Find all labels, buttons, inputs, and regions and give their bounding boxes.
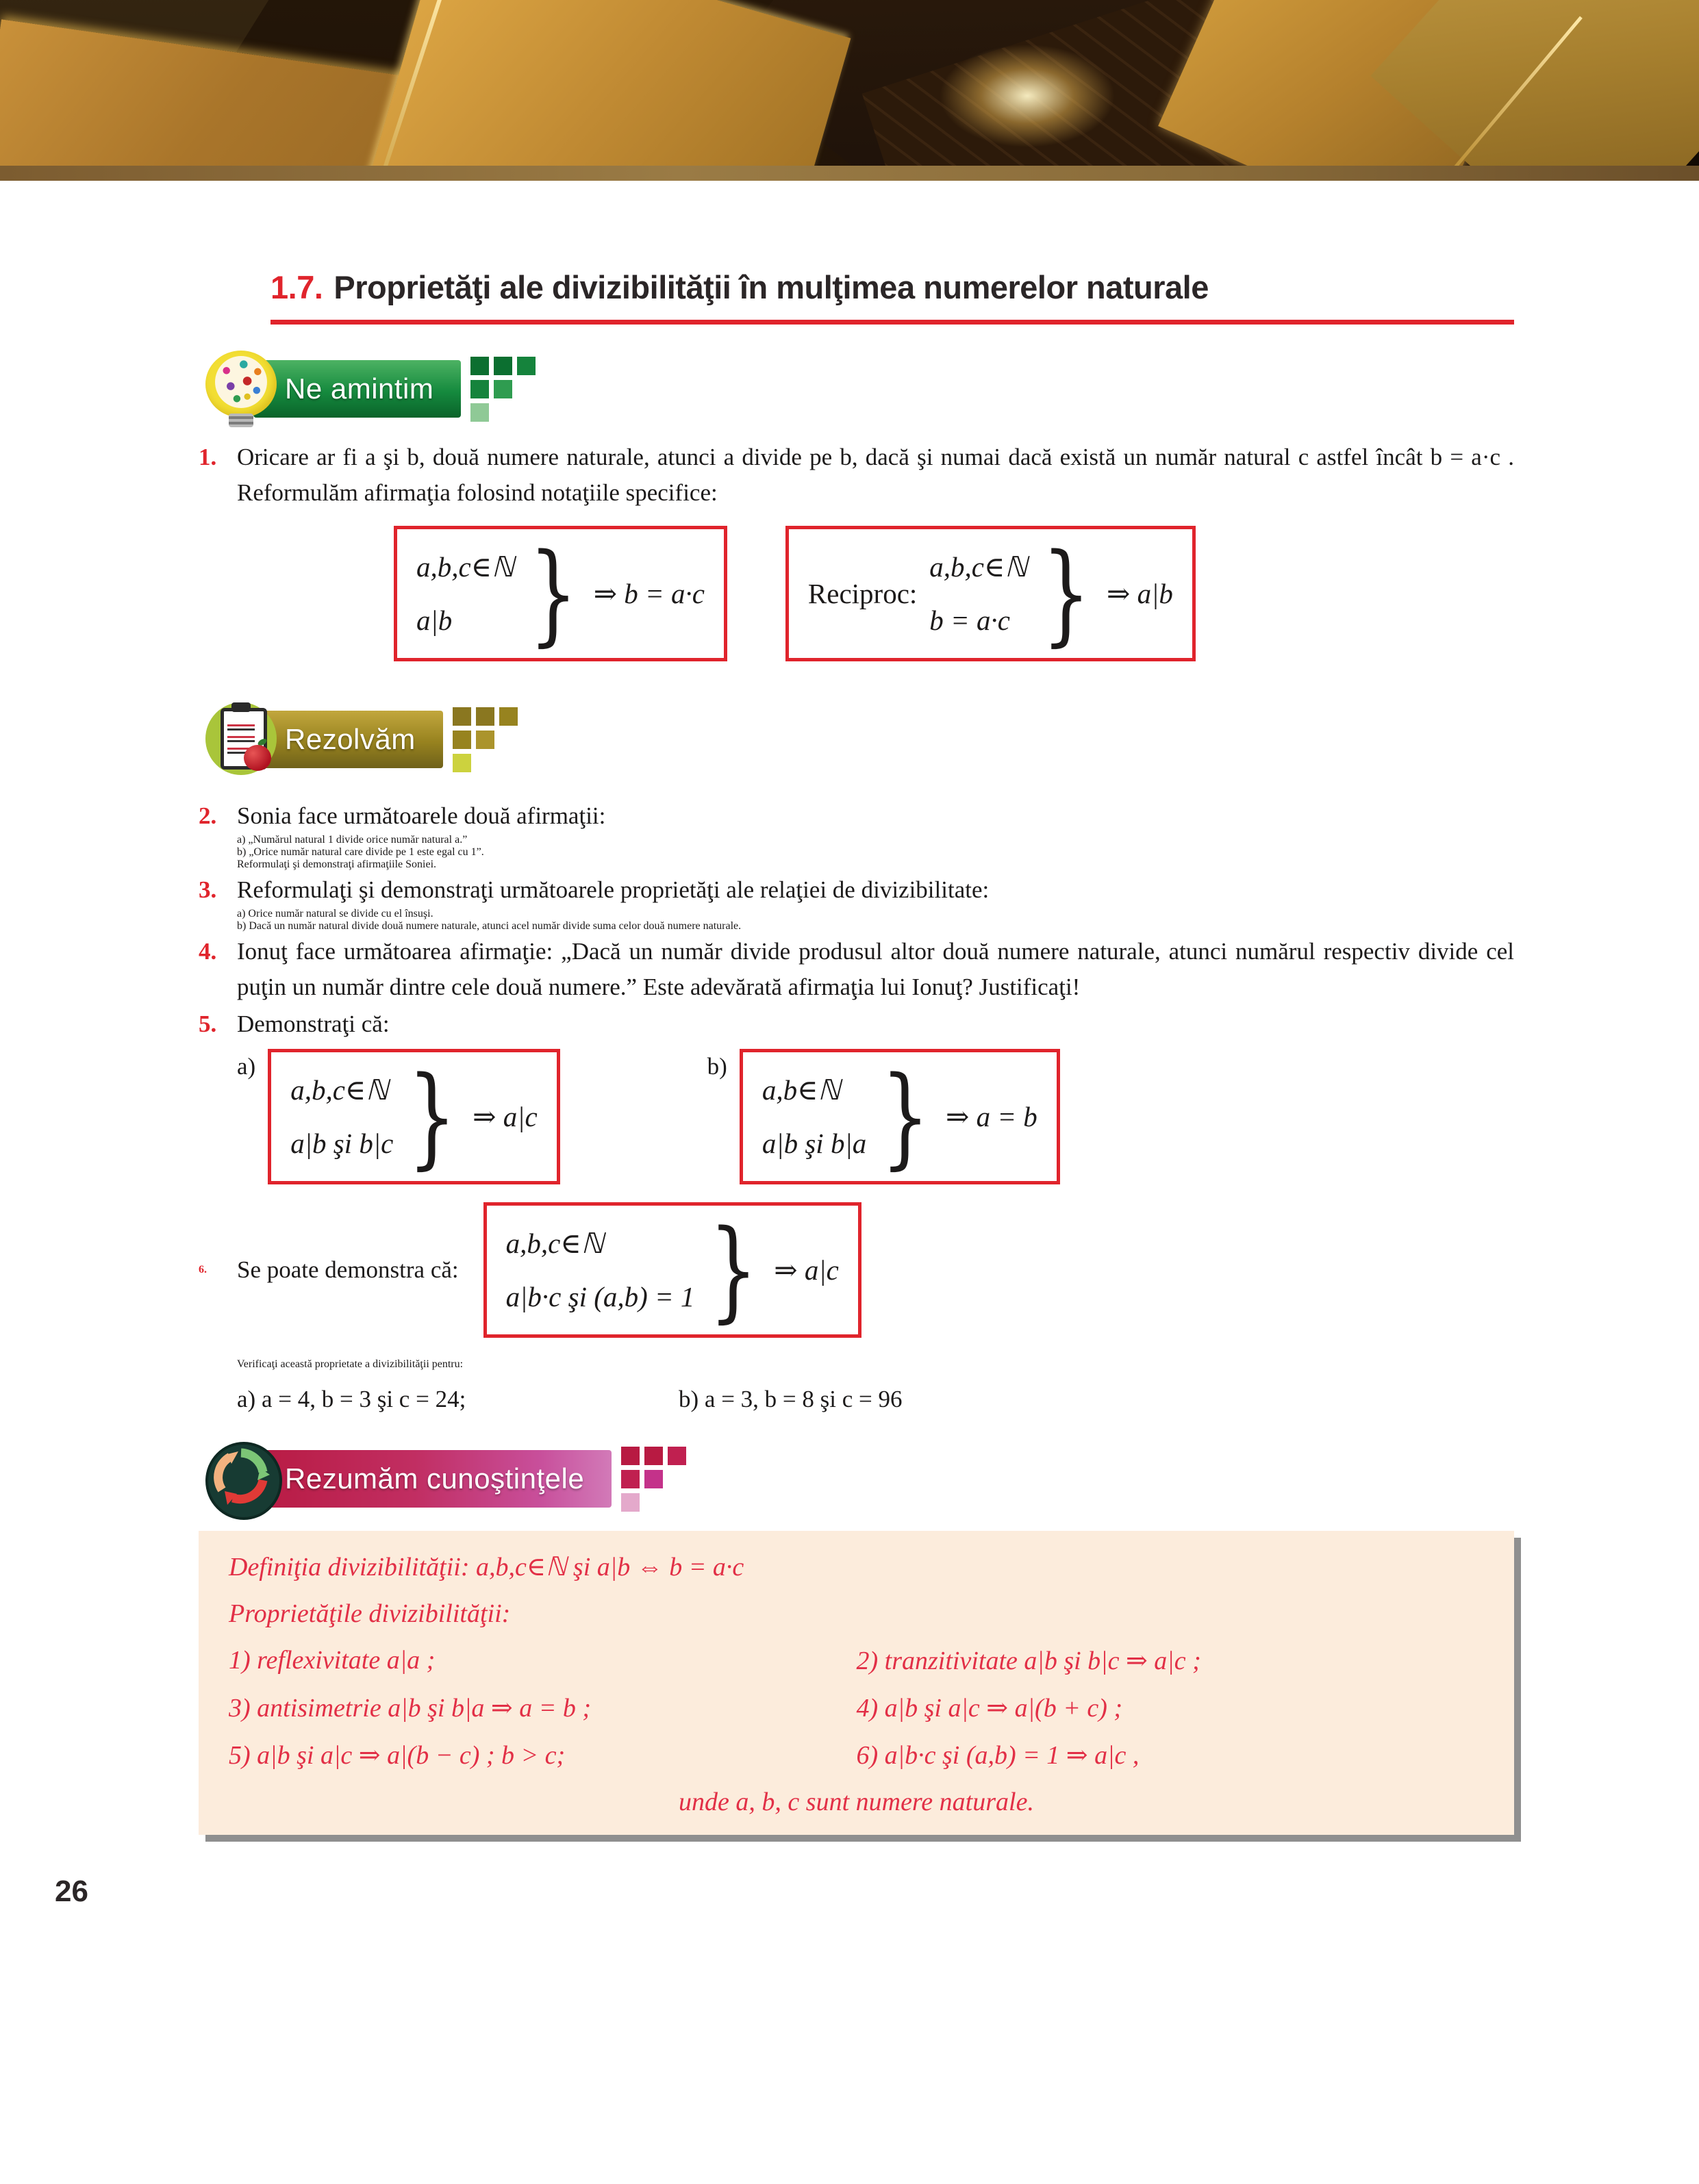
- section-title: [270, 268, 1514, 306]
- problem-number: 5.: [199, 1011, 217, 1037]
- cube-shape: [341, 0, 851, 166]
- formula-hypotheses: [929, 550, 1027, 637]
- badge-mosaic: [470, 357, 536, 422]
- problem-number: 1.: [199, 444, 217, 470]
- brace-glyph: }: [407, 1052, 457, 1180]
- formula-line: a|b: [416, 605, 453, 636]
- problem-4: [199, 934, 1514, 1005]
- formula-line: a,b∈ℕ: [762, 1074, 841, 1106]
- problem-text: Oricare ar fi a şi b, două numere naturale, atunci a divide pe b, dacă şi numai dacă există un număr natural c astfel încât b = a·c . Reformulăm afirmaţia folosind notaţiile specifice:: [237, 444, 1514, 506]
- light-flare: [911, 27, 1144, 164]
- verify-case-b: b) a = 3, b = 8 şi c = 96: [679, 1386, 903, 1412]
- formula-conclusion: ⇒ a|c: [473, 1101, 538, 1132]
- formula-hypotheses: [416, 550, 514, 637]
- box-label-a: a): [237, 1053, 256, 1080]
- problem-number: 4.: [199, 938, 217, 965]
- property-1: 1) reflexivitate a|a ;: [229, 1646, 436, 1675]
- formula-conclusion: ⇒ a|b: [1106, 578, 1173, 609]
- cycle-arrows-icon: [205, 1440, 277, 1517]
- formula-line: b = a·c: [929, 605, 1010, 636]
- formula-row: [394, 526, 1514, 661]
- badge-bar: [253, 360, 461, 418]
- formula-line: a,b,c∈ℕ: [416, 551, 514, 583]
- reciproc-label: Reciproc:: [807, 578, 918, 609]
- subitem-b: b) „Orice număr natural care divide pe 1 este egal cu 1”.: [237, 846, 484, 858]
- formula-row-5: [237, 1049, 1514, 1184]
- badge-label: Rezumăm cunoştinţele: [285, 1462, 585, 1495]
- verify-cases: [199, 1382, 1514, 1417]
- problem-text: Reformulaţi şi demonstraţi următoarele proprietăţi ale relaţiei de divizibilitate:: [237, 876, 990, 903]
- formula-line: a,b,c∈ℕ: [929, 551, 1028, 583]
- problem-5: [199, 1006, 1514, 1042]
- properties-row-3: [229, 1740, 1484, 1770]
- formula-line: a,b,c∈ℕ: [290, 1074, 389, 1106]
- badge-label: Rezolvăm: [285, 723, 416, 755]
- problem-text: Demonstraţi că:: [237, 1011, 390, 1037]
- formula-box-6: [483, 1202, 861, 1338]
- problem-2: [199, 798, 1514, 871]
- formula-line: a|b şi b|c: [290, 1128, 394, 1159]
- problem-1: [199, 440, 1514, 511]
- brace-glyph: }: [529, 529, 578, 657]
- properties-row-1: [229, 1645, 1484, 1676]
- lightbulb-icon: [205, 351, 277, 427]
- section-title-text: Proprietăţi ale divizibilităţii în mulţimea numerelor naturale: [333, 269, 1209, 305]
- problem-text: Ionuţ face următoarea afirmaţie: „Dacă un număr divide produsul altor două numere naturale, atunci numărul respectiv divide cel puţin un număr dintre cele două numere.” Este adevărată afirmaţia lui Ionuţ? Justificaţi!: [237, 938, 1514, 1000]
- formula-box-5a: [268, 1049, 559, 1184]
- subitem-a: a) Orice număr natural se divide cu el însuşi.: [237, 908, 433, 919]
- section-number: 1.7.: [270, 269, 323, 305]
- formula-line: a,b,c∈ℕ: [505, 1228, 604, 1259]
- problem-3: [199, 872, 1514, 932]
- properties-row-2: [229, 1692, 1484, 1723]
- summary-footer: unde a, b, c sunt numere naturale.: [679, 1788, 1034, 1816]
- badge-ne-amintim: [205, 355, 1514, 423]
- badge-bar: [253, 711, 443, 768]
- title-underline: [270, 320, 1514, 325]
- summary-box: [199, 1531, 1514, 1835]
- problem-number: 2.: [199, 802, 217, 829]
- badge-rezolvam: [205, 705, 1514, 774]
- formula-box-direct: [394, 526, 727, 661]
- formula-line: a|b şi b|a: [762, 1128, 867, 1159]
- formula-line: a|b·c şi (a,b) = 1: [505, 1281, 695, 1312]
- box-label-b: b): [707, 1053, 727, 1080]
- formula-box-5b: [740, 1049, 1060, 1184]
- badge-rezumam: [205, 1445, 1514, 1513]
- badge-mosaic: [453, 707, 518, 772]
- header-banner-image: [0, 0, 1699, 166]
- subitem-a: a) „Numărul natural 1 divide orice număr natural a.”: [237, 834, 468, 846]
- problem-number: 6.: [199, 1264, 207, 1275]
- banner-strip: [0, 166, 1699, 181]
- badge-mosaic: [621, 1447, 686, 1512]
- brace-glyph: }: [1042, 529, 1091, 657]
- brace-glyph: }: [881, 1052, 930, 1180]
- badge-bar: [253, 1450, 612, 1508]
- problem-text: Sonia face următoarele două afirmaţii:: [237, 802, 606, 829]
- badge-label: Ne amintim: [285, 372, 434, 405]
- property-3: 3) antisimetrie a|b şi b|a ⇒ a = b ;: [229, 1694, 592, 1723]
- formula-conclusion: ⇒ a = b: [946, 1101, 1037, 1132]
- definition-line: Definiţia divizibilităţii: a,b,c∈ℕ şi a|b ⇔ b = a·c: [229, 1553, 744, 1582]
- property-5: 5) a|b şi a|c ⇒ a|(b − c) ; b > c;: [229, 1741, 566, 1770]
- property-2: 2) tranzitivitate a|b şi b|c ⇒ a|c ;: [856, 1647, 1201, 1675]
- property-6: 6) a|b·c şi (a,b) = 1 ⇒ a|c ,: [856, 1741, 1140, 1770]
- problem-text: Se poate demonstra că:: [237, 1256, 459, 1283]
- properties-title: Proprietăţile divizibilităţii:: [229, 1599, 511, 1628]
- formula-box-reciproc: [785, 526, 1196, 661]
- problem-6: [199, 1202, 1514, 1338]
- subitem-b: b) Dacă un număr natural divide două numere naturale, atunci acel număr divide suma celor două numere naturale.: [237, 920, 742, 932]
- property-4: 4) a|b şi a|c ⇒ a|(b + c) ;: [856, 1694, 1123, 1723]
- formula-conclusion: ⇒ a|c: [774, 1254, 839, 1286]
- formula-conclusion: ⇒ b = a·c: [593, 578, 705, 609]
- brace-glyph: }: [709, 1206, 758, 1334]
- problem-number: 3.: [199, 876, 217, 903]
- verify-case-a: a) a = 4, b = 3 şi c = 24;: [237, 1386, 466, 1412]
- page-number: 26: [55, 1875, 88, 1908]
- clipboard-icon: [205, 701, 277, 778]
- subitem-note: Reformulaţi şi demonstraţi afirmaţiile Soniei.: [237, 859, 437, 870]
- verify-text: Verificaţi această proprietate a divizibilităţii pentru:: [237, 1358, 464, 1370]
